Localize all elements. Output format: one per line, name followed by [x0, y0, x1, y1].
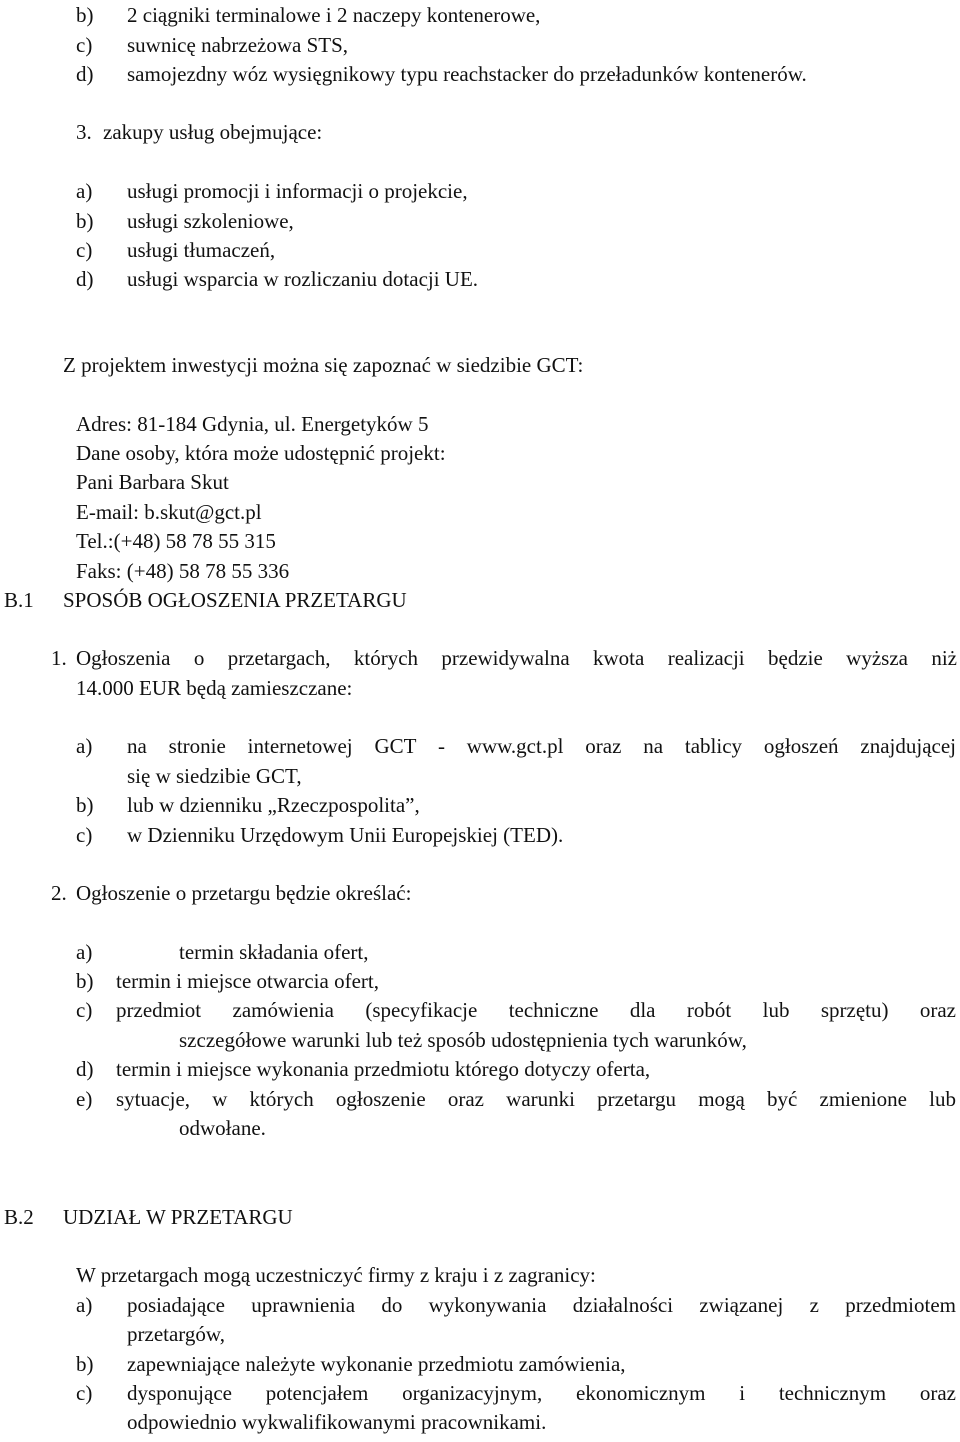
- list-item: termin i miejsce wykonania przedmiotu którego dotyczy oferta,: [116, 1057, 651, 1081]
- list-item: usługi szkoleniowe,: [127, 209, 294, 233]
- list-label: b): [76, 3, 94, 27]
- contact-phone: Tel.:(+48) 58 78 55 315: [76, 529, 276, 553]
- list-item: usługi promocji i informacji o projekcie,: [127, 179, 468, 203]
- list-label: e): [76, 1087, 93, 1111]
- list-label: c): [76, 33, 93, 57]
- paragraph-line: Ogłoszenia o przetargach, których przewidywalna kwota realizacji będzie wyższa niż: [76, 646, 957, 670]
- contact-address: Adres: 81-184 Gdynia, ul. Energetyków 5: [76, 412, 429, 436]
- list-label: d): [76, 267, 94, 291]
- list-label: c): [76, 1381, 93, 1405]
- list-item-continuation: szczegółowe warunki lub też sposób udostępnienia tych warunków,: [179, 1028, 747, 1052]
- contact-email: E-mail: b.skut@gct.pl: [76, 500, 262, 524]
- list-item: przedmiot zamówienia (specyfikacje techniczne dla robót lub sprzętu) oraz: [116, 998, 956, 1022]
- list-item-continuation: przetargów,: [127, 1322, 225, 1346]
- item-text: zakupy usług obejmujące:: [103, 120, 323, 144]
- list-item: usługi wsparcia w rozliczaniu dotacji UE.: [127, 267, 479, 291]
- list-item: termin składania ofert,: [179, 940, 369, 964]
- section-title: UDZIAŁ W PRZETARGU: [63, 1205, 293, 1229]
- list-label: c): [76, 823, 93, 847]
- list-item: zapewniające należyte wykonanie przedmiotu zamówienia,: [127, 1352, 626, 1376]
- item-number: 1.: [51, 646, 67, 670]
- list-label: b): [76, 209, 94, 233]
- list-label: b): [76, 969, 94, 993]
- paragraph-line: W przetargach mogą uczestniczyć firmy z kraju i z zagranicy:: [76, 1263, 596, 1287]
- list-item: na stronie internetowej GCT - www.gct.pl oraz na tablicy ogłoszeń znajdującej: [127, 734, 956, 758]
- list-item-continuation: odwołane.: [179, 1116, 266, 1140]
- item-number: 2.: [51, 881, 67, 905]
- list-label: a): [76, 734, 93, 758]
- list-label: c): [76, 238, 93, 262]
- list-item: w Dzienniku Urzędowym Unii Europejskiej (TED).: [127, 823, 564, 847]
- contact-person-label: Dane osoby, która może udostępnić projekt:: [76, 441, 446, 465]
- list-label: d): [76, 62, 94, 86]
- list-label: c): [76, 998, 93, 1022]
- list-item: termin i miejsce otwarcia ofert,: [116, 969, 379, 993]
- list-item: lub w dzienniku „Rzeczpospolita”,: [127, 793, 420, 817]
- list-label: b): [76, 793, 94, 817]
- contact-person: Pani Barbara Skut: [76, 470, 229, 494]
- section-title: SPOSÓB OGŁOSZENIA PRZETARGU: [63, 588, 407, 612]
- list-item: sytuacje, w których ogłoszenie oraz warunki przetargu mogą być zmienione lub: [116, 1087, 956, 1111]
- list-label: b): [76, 1352, 94, 1376]
- list-label: a): [76, 179, 93, 203]
- list-item: dysponujące potencjałem organizacyjnym, ekonomicznym i technicznym oraz: [127, 1381, 956, 1405]
- contact-fax: Faks: (+48) 58 78 55 336: [76, 559, 290, 583]
- list-item: suwnicę nabrzeżowa STS,: [127, 33, 349, 57]
- item-number: 3.: [76, 120, 92, 144]
- list-label: a): [76, 1293, 93, 1317]
- section-number: B.2: [4, 1205, 34, 1229]
- list-item: posiadające uprawnienia do wykonywania działalności związanej z przedmiotem: [127, 1293, 956, 1317]
- paragraph-line: Ogłoszenie o przetargu będzie określać:: [76, 881, 412, 905]
- list-item-continuation: się w siedzibie GCT,: [127, 764, 302, 788]
- paragraph-line: 14.000 EUR będą zamieszczane:: [76, 676, 353, 700]
- section-number: B.1: [4, 588, 34, 612]
- list-label: a): [76, 940, 93, 964]
- list-item: samojezdny wóz wysięgnikowy typu reachstacker do przeładunków kontenerów.: [127, 62, 807, 86]
- list-label: d): [76, 1057, 94, 1081]
- list-item: usługi tłumaczeń,: [127, 238, 276, 262]
- list-item: 2 ciągniki terminalowe i 2 naczepy kontenerowe,: [127, 3, 541, 27]
- contact-intro: Z projektem inwestycji można się zapoznać w siedzibie GCT:: [63, 353, 584, 377]
- list-item-continuation: odpowiednio wykwalifikowanymi pracownikami.: [127, 1410, 547, 1434]
